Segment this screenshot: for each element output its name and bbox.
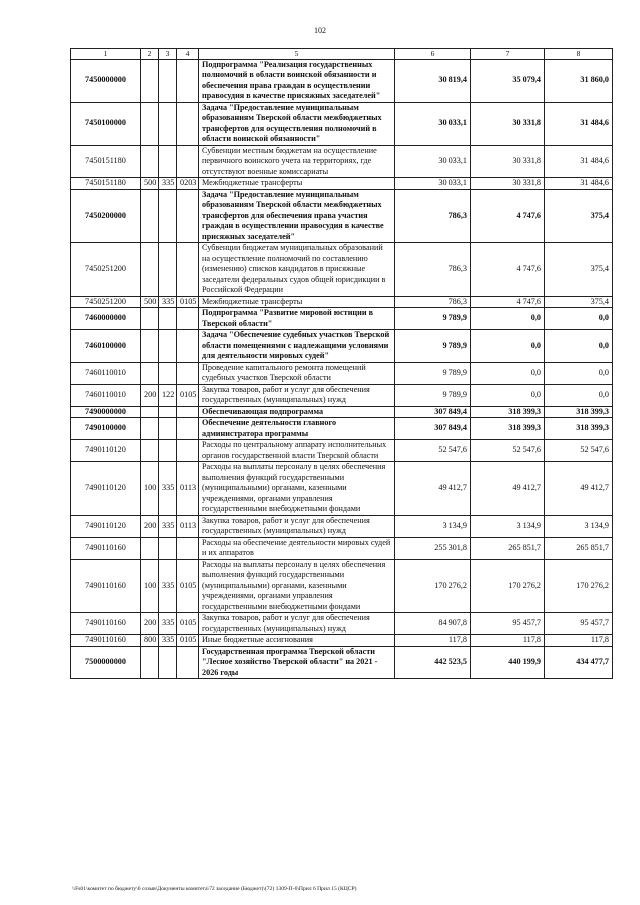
column-header: 6	[395, 49, 471, 60]
table-row	[71, 440, 613, 462]
row-code: 7450151180	[71, 145, 141, 178]
amount-year-3: 31 484,6	[545, 145, 613, 178]
amount-year-1: 786,3	[395, 189, 471, 243]
table-row	[71, 59, 613, 102]
budget-table	[70, 48, 613, 679]
table-row	[71, 189, 613, 243]
expense-type-code	[141, 308, 159, 330]
amount-year-2: 318 399,3	[471, 406, 545, 418]
amount-year-3: 49 412,7	[545, 462, 613, 516]
row-description: Закупка товаров, работ и услуг для обеспечения государственных (муниципальных) нужд	[199, 384, 395, 406]
column-header: 8	[545, 49, 613, 60]
row-code: 7460000000	[71, 308, 141, 330]
expense-type-code	[141, 418, 159, 440]
amount-year-3: 434 477,7	[545, 646, 613, 679]
department-code	[159, 189, 177, 243]
row-code: 7450200000	[71, 189, 141, 243]
amount-year-2: 95 457,7	[471, 613, 545, 635]
amount-year-1: 117,8	[395, 635, 471, 647]
table-row	[71, 102, 613, 145]
expense-type-code	[141, 145, 159, 178]
table-row	[71, 418, 613, 440]
table-row	[71, 559, 613, 613]
department-code: 335	[159, 613, 177, 635]
column-header-row	[71, 49, 613, 60]
expense-type-code: 500	[141, 296, 159, 308]
amount-year-1: 9 789,9	[395, 384, 471, 406]
table-row	[71, 406, 613, 418]
table-row	[71, 362, 613, 384]
amount-year-2: 30 331,8	[471, 145, 545, 178]
amount-year-1: 786,3	[395, 296, 471, 308]
amount-year-2: 0,0	[471, 308, 545, 330]
section-code: 0113	[177, 462, 199, 516]
amount-year-2: 265 851,7	[471, 537, 545, 559]
row-description: Задача "Обеспечение судебных участков Тверской области помещениями с надлежащими условиями для деятельности мировых судей"	[199, 330, 395, 363]
amount-year-3: 0,0	[545, 308, 613, 330]
amount-year-2: 35 079,4	[471, 59, 545, 102]
department-code: 335	[159, 462, 177, 516]
amount-year-1: 52 547,6	[395, 440, 471, 462]
amount-year-2: 4 747,6	[471, 243, 545, 297]
table-row	[71, 462, 613, 516]
row-code: 7490000000	[71, 406, 141, 418]
section-code	[177, 243, 199, 297]
table-row	[71, 145, 613, 178]
amount-year-3: 95 457,7	[545, 613, 613, 635]
amount-year-3: 0,0	[545, 362, 613, 384]
table-row	[71, 537, 613, 559]
column-header: 1	[71, 49, 141, 60]
expense-type-code	[141, 189, 159, 243]
row-description: Иные бюджетные ассигнования	[199, 635, 395, 647]
row-code: 7490110120	[71, 440, 141, 462]
amount-year-3: 375,4	[545, 296, 613, 308]
section-code	[177, 308, 199, 330]
row-code: 7490110160	[71, 635, 141, 647]
amount-year-3: 0,0	[545, 384, 613, 406]
section-code: 0105	[177, 296, 199, 308]
page-number: 102	[314, 26, 326, 35]
department-code	[159, 406, 177, 418]
table-row	[71, 178, 613, 190]
department-code: 122	[159, 384, 177, 406]
amount-year-1: 30 819,4	[395, 59, 471, 102]
row-description: Закупка товаров, работ и услуг для обеспечения государственных (муниципальных) нужд	[199, 613, 395, 635]
amount-year-1: 3 134,9	[395, 515, 471, 537]
row-code: 7460110010	[71, 384, 141, 406]
column-header: 3	[159, 49, 177, 60]
amount-year-2: 440 199,9	[471, 646, 545, 679]
section-code	[177, 440, 199, 462]
row-code: 7500000000	[71, 646, 141, 679]
file-path-footer: \\Fs01\комитет по бюджету\6 созыв\Документы комитета\72 заседание (Бюджет)\(72) 1309-П-6\Прил 6 Прил 15 (КЦСР)	[72, 886, 357, 892]
department-code: 335	[159, 515, 177, 537]
amount-year-3: 31 860,0	[545, 59, 613, 102]
row-code: 7460110010	[71, 362, 141, 384]
expense-type-code	[141, 440, 159, 462]
amount-year-2: 117,8	[471, 635, 545, 647]
table-body	[71, 59, 613, 679]
row-description: Подпрограмма "Развитие мировой юстиции в Тверской области"	[199, 308, 395, 330]
row-description: Расходы на выплаты персоналу в целях обеспечения выполнения функций государственными (муниципальными) органами, казенными учреждениями, органами управления государственными внебюджетными фондами	[199, 462, 395, 516]
row-description: Закупка товаров, работ и услуг для обеспечения государственных (муниципальных) нужд	[199, 515, 395, 537]
amount-year-1: 442 523,5	[395, 646, 471, 679]
amount-year-3: 3 134,9	[545, 515, 613, 537]
expense-type-code	[141, 330, 159, 363]
row-code: 7490110120	[71, 462, 141, 516]
table-row	[71, 613, 613, 635]
amount-year-1: 307 849,4	[395, 418, 471, 440]
table-row	[71, 635, 613, 647]
section-code: 0105	[177, 559, 199, 613]
table-row	[71, 646, 613, 679]
amount-year-2: 4 747,6	[471, 189, 545, 243]
expense-type-code	[141, 646, 159, 679]
amount-year-1: 84 907,8	[395, 613, 471, 635]
row-description: Задача "Предоставление муниципальным образованиям Тверской области межбюджетных трансфертов для осуществления полномочий в области воинской обязанности"	[199, 102, 395, 145]
section-code	[177, 145, 199, 178]
row-description: Обеспечивающая подпрограмма	[199, 406, 395, 418]
row-description: Межбюджетные трансферты	[199, 296, 395, 308]
row-description: Субвенции местным бюджетам на осуществление первичного воинского учета на территориях, где отсутствуют военные комиссариаты	[199, 145, 395, 178]
amount-year-3: 265 851,7	[545, 537, 613, 559]
department-code	[159, 440, 177, 462]
column-header: 5	[199, 49, 395, 60]
row-code: 7450000000	[71, 59, 141, 102]
row-description: Межбюджетные трансферты	[199, 178, 395, 190]
department-code: 335	[159, 559, 177, 613]
amount-year-1: 9 789,9	[395, 308, 471, 330]
amount-year-3: 52 547,6	[545, 440, 613, 462]
department-code	[159, 646, 177, 679]
expense-type-code	[141, 102, 159, 145]
section-code	[177, 406, 199, 418]
amount-year-1: 30 033,1	[395, 178, 471, 190]
table-row	[71, 515, 613, 537]
column-header: 4	[177, 49, 199, 60]
expense-type-code: 100	[141, 462, 159, 516]
section-code: 0113	[177, 515, 199, 537]
amount-year-3: 318 399,3	[545, 418, 613, 440]
department-code	[159, 418, 177, 440]
row-code: 7490110160	[71, 559, 141, 613]
section-code	[177, 362, 199, 384]
department-code	[159, 308, 177, 330]
row-description: Обеспечение деятельности главного администратора программы	[199, 418, 395, 440]
expense-type-code: 500	[141, 178, 159, 190]
amount-year-1: 170 276,2	[395, 559, 471, 613]
row-description: Проведение капитального ремонта помещений судебных участков Тверской области	[199, 362, 395, 384]
table-row	[71, 308, 613, 330]
expense-type-code: 200	[141, 384, 159, 406]
department-code	[159, 330, 177, 363]
row-description: Задача "Предоставление муниципальным образованиям Тверской области межбюджетных трансфертов для обеспечения права участия граждан в осуществлении правосудия в качестве присяжных заседателей"	[199, 189, 395, 243]
expense-type-code	[141, 537, 159, 559]
amount-year-2: 0,0	[471, 330, 545, 363]
row-code: 7450100000	[71, 102, 141, 145]
row-code: 7450251200	[71, 243, 141, 297]
amount-year-3: 375,4	[545, 243, 613, 297]
section-code	[177, 418, 199, 440]
expense-type-code: 100	[141, 559, 159, 613]
row-code: 7490100000	[71, 418, 141, 440]
department-code	[159, 102, 177, 145]
department-code	[159, 145, 177, 178]
department-code	[159, 243, 177, 297]
section-code: 0203	[177, 178, 199, 190]
department-code: 335	[159, 178, 177, 190]
section-code	[177, 59, 199, 102]
expense-type-code	[141, 362, 159, 384]
section-code	[177, 646, 199, 679]
amount-year-2: 30 331,8	[471, 102, 545, 145]
section-code: 0105	[177, 635, 199, 647]
amount-year-1: 30 033,1	[395, 145, 471, 178]
amount-year-2: 30 331,8	[471, 178, 545, 190]
amount-year-1: 307 849,4	[395, 406, 471, 418]
section-code	[177, 330, 199, 363]
amount-year-3: 117,8	[545, 635, 613, 647]
amount-year-1: 30 033,1	[395, 102, 471, 145]
expense-type-code: 200	[141, 515, 159, 537]
row-code: 7450151180	[71, 178, 141, 190]
amount-year-2: 3 134,9	[471, 515, 545, 537]
row-description: Подпрограмма "Реализация государственных полномочий в области воинской обязанности и обеспечения права граждан в осуществлении правосудия в качестве присяжных заседателей"	[199, 59, 395, 102]
row-description: Субвенции бюджетам муниципальных образований на осуществление полномочий по составлению (изменению) списков кандидатов в присяжные заседатели федеральных судов общей юрисдикции в Российской Федерации	[199, 243, 395, 297]
column-header: 7	[471, 49, 545, 60]
amount-year-2: 4 747,6	[471, 296, 545, 308]
row-code: 7450251200	[71, 296, 141, 308]
expense-type-code: 200	[141, 613, 159, 635]
column-header: 2	[141, 49, 159, 60]
row-code: 7490110160	[71, 613, 141, 635]
amount-year-2: 318 399,3	[471, 418, 545, 440]
row-code: 7490110160	[71, 537, 141, 559]
amount-year-3: 31 484,6	[545, 178, 613, 190]
expense-type-code: 800	[141, 635, 159, 647]
section-code: 0105	[177, 384, 199, 406]
amount-year-2: 0,0	[471, 362, 545, 384]
row-description: Расходы на выплаты персоналу в целях обеспечения выполнения функций государственными (муниципальными) органами, казенными учреждениями, органами управления государственными внебюджетными фондами	[199, 559, 395, 613]
department-code	[159, 59, 177, 102]
amount-year-1: 786,3	[395, 243, 471, 297]
department-code	[159, 362, 177, 384]
amount-year-2: 52 547,6	[471, 440, 545, 462]
amount-year-2: 170 276,2	[471, 559, 545, 613]
table-row	[71, 296, 613, 308]
department-code	[159, 537, 177, 559]
table-row	[71, 384, 613, 406]
amount-year-1: 255 301,8	[395, 537, 471, 559]
table-row	[71, 243, 613, 297]
expense-type-code	[141, 243, 159, 297]
table-row	[71, 330, 613, 363]
section-code: 0105	[177, 613, 199, 635]
amount-year-2: 0,0	[471, 384, 545, 406]
amount-year-1: 9 789,9	[395, 330, 471, 363]
amount-year-3: 31 484,6	[545, 102, 613, 145]
section-code	[177, 537, 199, 559]
section-code	[177, 189, 199, 243]
department-code: 335	[159, 296, 177, 308]
expense-type-code	[141, 406, 159, 418]
expense-type-code	[141, 59, 159, 102]
row-code: 7490110120	[71, 515, 141, 537]
amount-year-1: 9 789,9	[395, 362, 471, 384]
amount-year-3: 375,4	[545, 189, 613, 243]
row-code: 7460100000	[71, 330, 141, 363]
section-code	[177, 102, 199, 145]
row-description: Государственная программа Тверской области "Лесное хозяйство Тверской области" на 2021 - 2026 годы	[199, 646, 395, 679]
amount-year-1: 49 412,7	[395, 462, 471, 516]
amount-year-3: 318 399,3	[545, 406, 613, 418]
amount-year-3: 0,0	[545, 330, 613, 363]
amount-year-3: 170 276,2	[545, 559, 613, 613]
row-description: Расходы по центральному аппарату исполнительных органов государственной власти Тверской области	[199, 440, 395, 462]
row-description: Расходы на обеспечение деятельности мировых судей и их аппаратов	[199, 537, 395, 559]
amount-year-2: 49 412,7	[471, 462, 545, 516]
department-code: 335	[159, 635, 177, 647]
